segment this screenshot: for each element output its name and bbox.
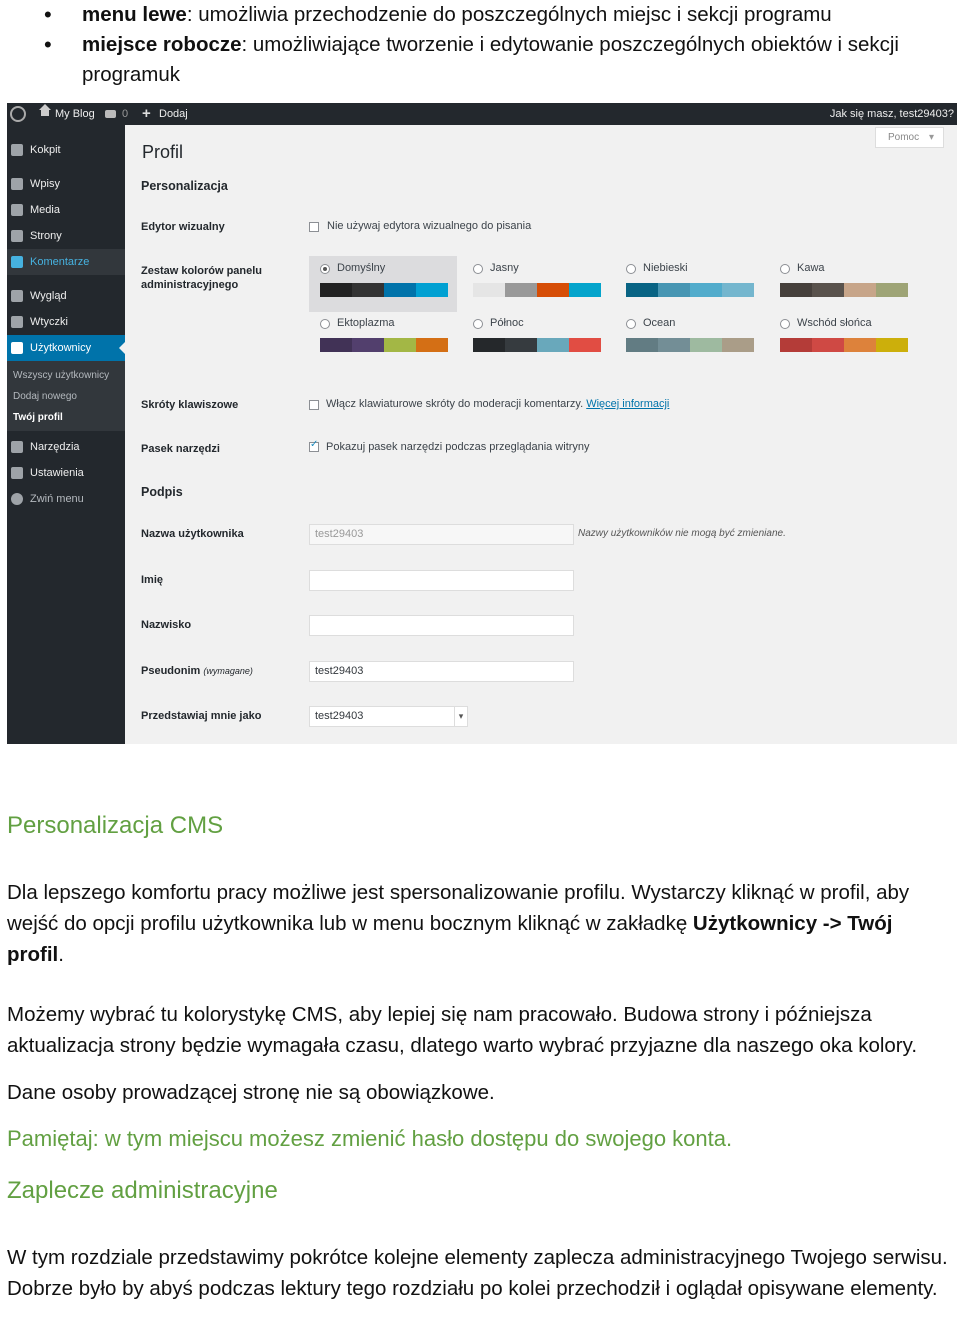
sidebar-item-label: Ustawienia (30, 467, 84, 479)
chevron-down-icon: ▾ (454, 707, 467, 726)
sidebar-item-uzytkownicy[interactable] (7, 335, 125, 361)
color-scheme-name: Ektoplazma (337, 317, 395, 329)
para1-bold: Użytkownicy -> Twój profil (7, 912, 893, 966)
color-swatch (690, 338, 722, 352)
keyboard-shortcuts-label: Skróty klawiszowe (141, 399, 239, 411)
keyboard-shortcuts-option (326, 398, 669, 410)
color-swatches (626, 338, 754, 352)
color-scheme-label: Zestaw kolorów panelu administracyjnego (141, 265, 263, 291)
toolbar-checkbox[interactable] (309, 442, 319, 452)
site-name-link[interactable]: My Blog (55, 108, 95, 120)
username-field: test29403 (309, 524, 574, 545)
radio-button[interactable] (780, 264, 790, 274)
submenu-add-new[interactable]: Dodaj nowego (13, 391, 77, 402)
radio-button[interactable] (320, 264, 330, 274)
last-name-field[interactable] (309, 615, 574, 636)
pages-icon (11, 230, 23, 242)
wordpress-logo-icon[interactable] (10, 106, 26, 122)
sidebar-item-media[interactable] (7, 197, 125, 223)
para1-text: Dla lepszego komfortu pracy możliwe jest spersonalizowanie profilu. Wystarczy kliknąć w profil, aby wejść do opcji profilu użytkownika lub w menu bocznym kliknąć w zakładkę (7, 881, 910, 935)
color-swatches (780, 283, 908, 297)
nickname-field[interactable]: test29403 (309, 661, 574, 682)
color-scheme-name: Domyślny (337, 262, 386, 274)
display-name-select[interactable] (309, 706, 468, 727)
color-scheme-option[interactable] (462, 311, 610, 367)
sidebar-item-label: Kokpit (30, 144, 61, 156)
color-swatch (690, 283, 722, 297)
color-swatches (473, 283, 601, 297)
password-note: Pamiętaj: w tym miejscu możesz zmienić hasło dostępu do swojego konta. (7, 1126, 733, 1151)
sidebar-item-label: Wtyczki (30, 316, 68, 328)
color-swatch (473, 338, 505, 352)
appearance-icon (11, 290, 23, 302)
required-marker: (wymagane) (203, 666, 253, 676)
sidebar-item-wyglad[interactable] (7, 283, 125, 309)
radio-button[interactable] (626, 319, 636, 329)
color-swatch (384, 338, 416, 352)
color-swatch (537, 283, 569, 297)
color-swatch (658, 338, 690, 352)
color-scheme-name: Jasny (490, 262, 519, 274)
sidebar-item-wpisy[interactable] (7, 171, 125, 197)
users-icon (11, 342, 23, 354)
bullet-term: menu lewe (82, 3, 187, 26)
section-personalization-heading: Personalizacja (141, 179, 228, 193)
sidebar-item-label: Narzędzia (30, 441, 80, 453)
color-swatch (876, 283, 908, 297)
color-scheme-option[interactable] (769, 311, 917, 367)
paragraph-profile-intro (7, 877, 952, 970)
radio-button[interactable] (626, 264, 636, 274)
admin-sidebar (7, 125, 125, 744)
color-swatch (352, 283, 384, 297)
color-swatches (473, 338, 601, 352)
bullet-miejsce-robocze (44, 30, 944, 90)
color-swatch (384, 283, 416, 297)
color-swatches (320, 338, 448, 352)
pin-icon (11, 178, 23, 190)
color-swatch (812, 283, 844, 297)
sidebar-item-ustawienia[interactable] (7, 460, 125, 486)
heading-personalization: Personalizacja CMS (7, 812, 224, 839)
color-scheme-option[interactable] (615, 311, 763, 367)
color-scheme-name: Niebieski (643, 262, 688, 274)
nickname-label (141, 664, 253, 678)
admin-bar (7, 103, 957, 125)
plus-icon: + (142, 105, 151, 122)
radio-button[interactable] (473, 319, 483, 329)
first-name-field[interactable] (309, 570, 574, 591)
color-swatch (352, 338, 384, 352)
color-swatch (658, 283, 690, 297)
comments-icon (11, 256, 23, 268)
bullet-term: miejsce robocze (82, 33, 242, 56)
color-swatch (569, 283, 601, 297)
keyboard-shortcuts-text: Włącz klawiaturowe skróty do moderacji komentarzy. (326, 398, 584, 410)
username-label: Nazwa użytkownika (141, 528, 244, 540)
visual-editor-checkbox[interactable] (309, 222, 319, 232)
color-swatch (812, 338, 844, 352)
bullet-text: : umożliwia przechodzenie do poszczególnych miejsc i sekcji programu (186, 3, 832, 26)
display-name-label: Przedstawiaj mnie jako (141, 710, 262, 722)
sidebar-item-label: Wygląd (30, 290, 67, 302)
sidebar-item-strony[interactable] (7, 223, 125, 249)
paragraph-color-scheme: Możemy wybrać tu kolorystykę CMS, aby lepiej się nam pracowało. Budowa strony i późniejsza aktualizacja strony będzie wymagała czasu, dlatego warto wybrać przyjazne dla naszego oka kolory. (7, 1003, 918, 1057)
color-scheme-name: Północ (490, 317, 524, 329)
para1-end: . (58, 943, 64, 966)
nickname-label-text: Pseudonim (141, 665, 201, 677)
color-scheme-option[interactable] (769, 256, 917, 312)
sidebar-item-label: Media (30, 204, 60, 216)
bullet-menu-lewe (44, 0, 944, 30)
color-swatch (780, 338, 812, 352)
color-swatch (569, 338, 601, 352)
submenu-your-profile[interactable]: Twój profil (13, 412, 63, 423)
submenu-all-users[interactable]: Wszyscy użytkownicy (13, 370, 110, 381)
media-icon (11, 204, 23, 216)
comments-icon[interactable] (105, 110, 116, 118)
color-scheme-option[interactable] (462, 256, 610, 312)
sidebar-collapse-menu[interactable] (7, 486, 125, 512)
color-swatch (416, 338, 448, 352)
color-swatch (844, 338, 876, 352)
first-name-label: Imię (141, 574, 164, 586)
sidebar-item-wtyczki[interactable] (7, 309, 125, 335)
sidebar-item-narzedzia[interactable] (7, 434, 125, 460)
radio-button[interactable] (473, 264, 483, 274)
color-scheme-name: Kawa (797, 262, 825, 274)
sidebar-item-label: Komentarze (30, 256, 90, 268)
sidebar-item-label: Strony (30, 230, 62, 242)
toolbar-option: Pokazuj pasek narzędzi podczas przeglądania witryny (326, 441, 590, 453)
paragraph-personal-data: Dane osoby prowadzącej stronę nie są obowiązkowe. (7, 1081, 495, 1104)
color-scheme-option[interactable] (309, 311, 457, 367)
settings-icon (11, 467, 23, 479)
color-swatch (876, 338, 908, 352)
bullet-text: : umożliwiające tworzenie i edytowanie poszczególnych obiektów i sekcji programuk (82, 33, 899, 86)
sidebar-item-label: Użytkownicy (30, 342, 92, 354)
color-swatch (505, 338, 537, 352)
sidebar-item-label: Wpisy (30, 178, 60, 190)
last-name-label: Nazwisko (141, 619, 192, 631)
wordpress-profile-screenshot (7, 103, 957, 744)
section-name-heading: Podpis (141, 485, 183, 499)
radio-button[interactable] (780, 319, 790, 329)
color-swatch (844, 283, 876, 297)
color-swatch (780, 283, 812, 297)
help-tab-button[interactable]: Pomoc ▾ (875, 127, 944, 148)
display-name-value: test29403 (315, 710, 364, 722)
color-swatch (320, 338, 352, 352)
plugins-icon (11, 316, 23, 328)
color-scheme-name: Wschód słońca (797, 317, 872, 329)
keyboard-shortcuts-checkbox[interactable] (309, 400, 319, 410)
page-title: Profil (142, 142, 184, 162)
users-submenu (7, 361, 125, 431)
color-swatches (320, 283, 448, 297)
color-swatch (626, 338, 658, 352)
paragraph-admin-intro: W tym rozdziale przedstawimy pokrótce kolejne elementy zaplecza administracyjnego Twojego serwisu. Dobrze było by abyś podczas lektury tego rozdziału po kolei przechodził i oglądał opisywane elementy. (7, 1246, 948, 1300)
color-swatch (416, 283, 448, 297)
account-greeting[interactable]: Jak się masz, test29403? (829, 108, 954, 120)
heading-admin: Zaplecze administracyjne (7, 1177, 278, 1204)
color-swatches (626, 283, 754, 297)
color-scheme-option[interactable] (309, 256, 457, 312)
color-scheme-name: Ocean (643, 317, 676, 329)
color-scheme-option[interactable] (615, 256, 763, 312)
color-swatch (537, 338, 569, 352)
color-swatch (320, 283, 352, 297)
color-swatch (626, 283, 658, 297)
intro-bullet-list (44, 0, 944, 90)
tools-icon (11, 441, 23, 453)
collapse-icon (11, 493, 23, 505)
color-swatch (722, 338, 754, 352)
radio-button[interactable] (320, 319, 330, 329)
visual-editor-label: Edytor wizualny (141, 221, 225, 233)
more-info-link[interactable]: Więcej informacji (586, 398, 670, 410)
color-swatch (505, 283, 537, 297)
new-content-link[interactable]: Dodaj (159, 108, 188, 120)
sidebar-item-label: Zwiń menu (30, 493, 84, 505)
username-note: Nazwy użytkowników nie mogą być zmieniane. (578, 528, 786, 539)
sidebar-item-komentarze[interactable] (7, 249, 125, 275)
color-swatches (780, 338, 908, 352)
home-icon (39, 109, 50, 119)
comments-count: 0 (122, 108, 129, 120)
color-swatch (722, 283, 754, 297)
color-swatch (473, 283, 505, 297)
visual-editor-option: Nie używaj edytora wizualnego do pisania (327, 220, 532, 232)
sidebar-item-kokpit[interactable] (7, 137, 125, 163)
dashboard-icon (11, 144, 23, 156)
toolbar-label: Pasek narzędzi (141, 443, 220, 455)
